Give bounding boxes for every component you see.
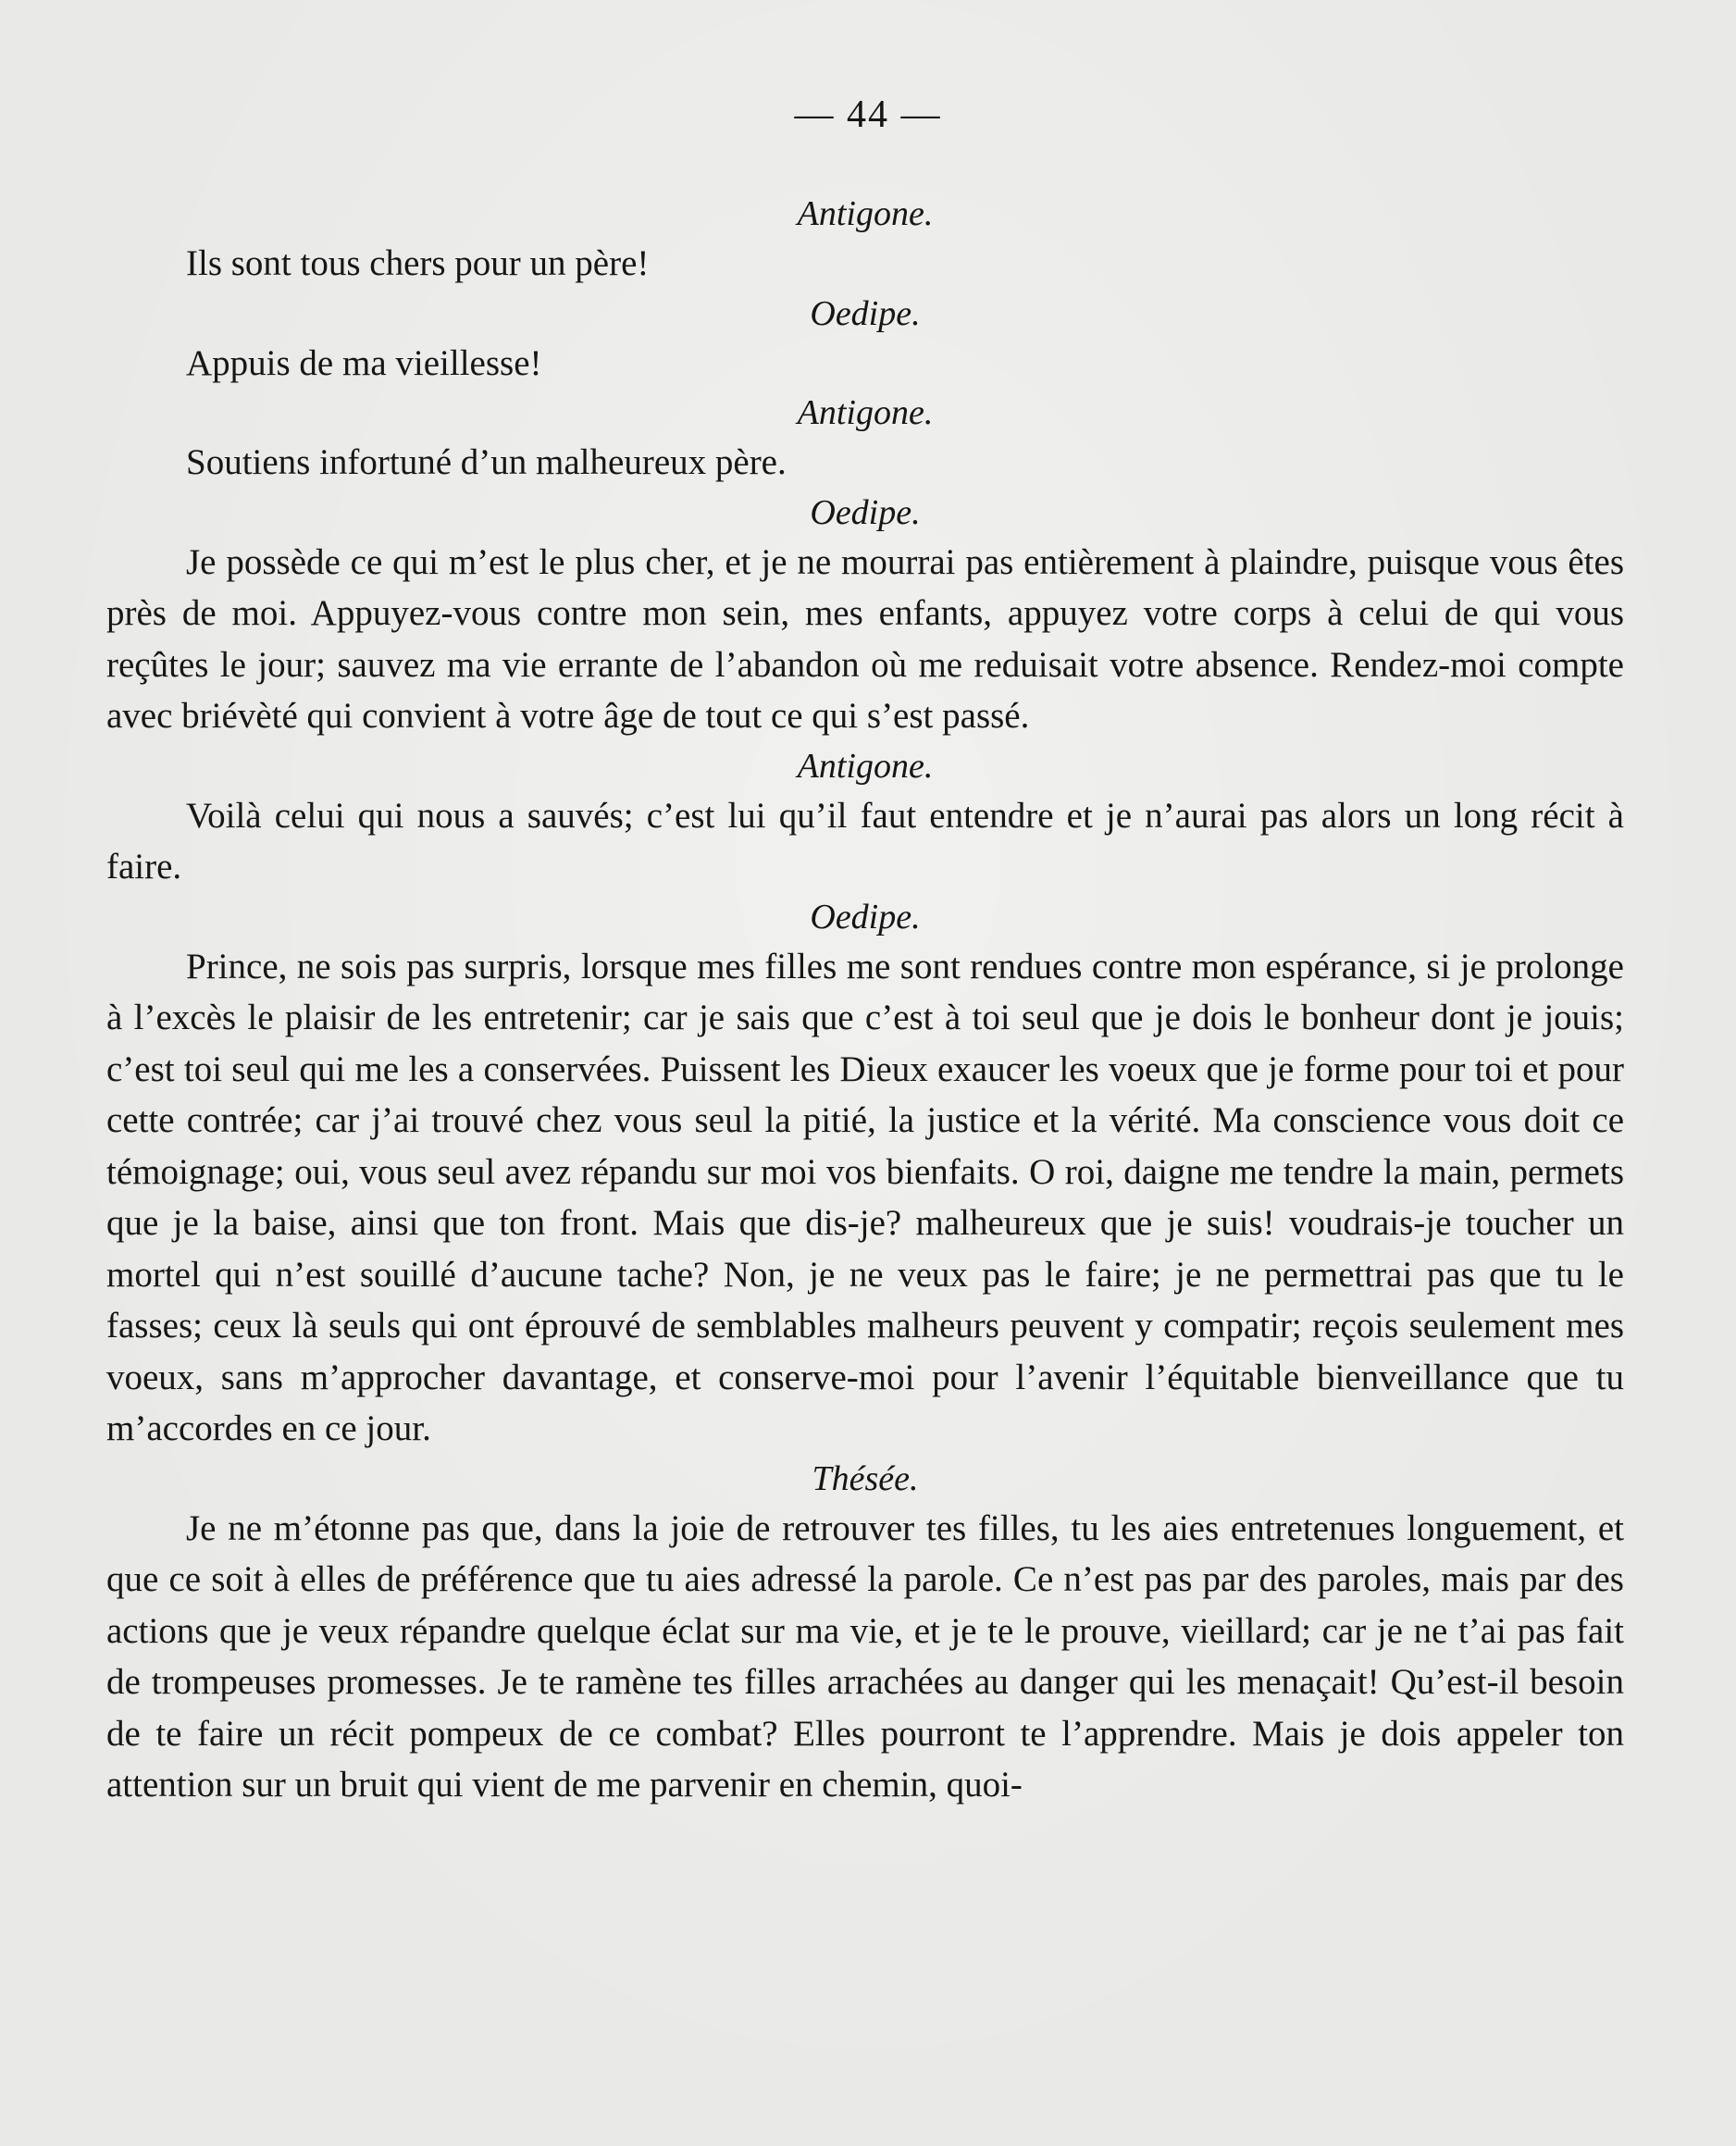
speech-paragraph: Ils sont tous chers pour un père! (186, 243, 650, 283)
speaker-name: Oedipe. (810, 293, 921, 333)
speaker-name: Thésée. (812, 1458, 919, 1498)
speaker-name: Oedipe. (810, 492, 921, 532)
speaker-name: Oedipe. (810, 897, 921, 937)
speaker-name: Antigone. (797, 393, 934, 432)
speech-paragraph: Voilà celui qui nous a sauvés; c’est lui qu’il faut entendre et je n’aurai pas alors un long récit à faire. (106, 795, 1624, 887)
speech-paragraph: Je possède ce qui m’est le plus cher, et je ne mourrai pas entièrement à plaindre, puisque vous êtes près de moi. Appuyez-vous contre mon sein, mes enfants, appuyez votre corps à celui de qui vous reçûtes le jour; sauvez ma vie errante de l’abandon où me reduisait votre absence. Rendez-moi compte avec briévèté qui convient à votre âge de tout ce qui s’est passé. (106, 541, 1624, 736)
speaker-name: Antigone. (797, 194, 934, 233)
page-number: — 44 — (794, 93, 942, 136)
speech-paragraph: Prince, ne sois pas surpris, lorsque mes filles me sont rendues contre mon espérance, si je prolonge à l’excès le plaisir de les entretenir; car je sais que c’est à toi seul que je dois le bonheur dont je jouis; c’est toi seul qui me les a conservées. Puissent les Dieux exaucer les voeux que je forme pour toi et pour cette contrée; car j’ai trouvé chez vous seul la pitié, la justice et la vérité. Ma conscience vous doit ce témoignage; oui, vous seul avez répandu sur moi vos bienfaits. O roi, daigne me tendre la main, permets que je la baise, ainsi que ton front. Mais que dis-je? malheureux que je suis! voudrais-je toucher un mortel qui n’est souillé d’aucune tache? Non, je ne veux pas le faire; je ne permettrai pas que tu le fasses; ceux là seuls qui ont éprouvé de semblables malheurs peuvent y compatir; reçois seulement mes voeux, sans m’approcher davantage, et conserve-moi pour l’avenir l’équitable bienveillance que tu m’accordes en ce jour. (106, 946, 1624, 1448)
dialogue-text (106, 190, 1624, 1811)
speech-paragraph: Appuis de ma vieillesse! (186, 342, 542, 383)
speaker-name: Antigone. (797, 746, 934, 786)
speech-paragraph: Je ne m’étonne pas que, dans la joie de retrouver tes filles, tu les aies entretenues longuement, et que ce soit à elles de préférence que tu aies adressé la parole. Ce n’est pas par des paroles, mais par des actions que je veux répandre quelque éclat sur ma vie, et je te le prouve, vieillard; car je ne t’ai pas fait de trompeuses promesses. Je te ramène tes filles arrachées au danger qui les menaçait! Qu’est-il besoin de te faire un récit pompeux de ce combat? Elles pourront te l’apprendre. Mais je dois appeler ton attention sur un bruit qui vient de me parvenir en chemin, quoi- (106, 1507, 1624, 1805)
speech-paragraph: Soutiens infortuné d’un malheureux père. (186, 442, 787, 482)
